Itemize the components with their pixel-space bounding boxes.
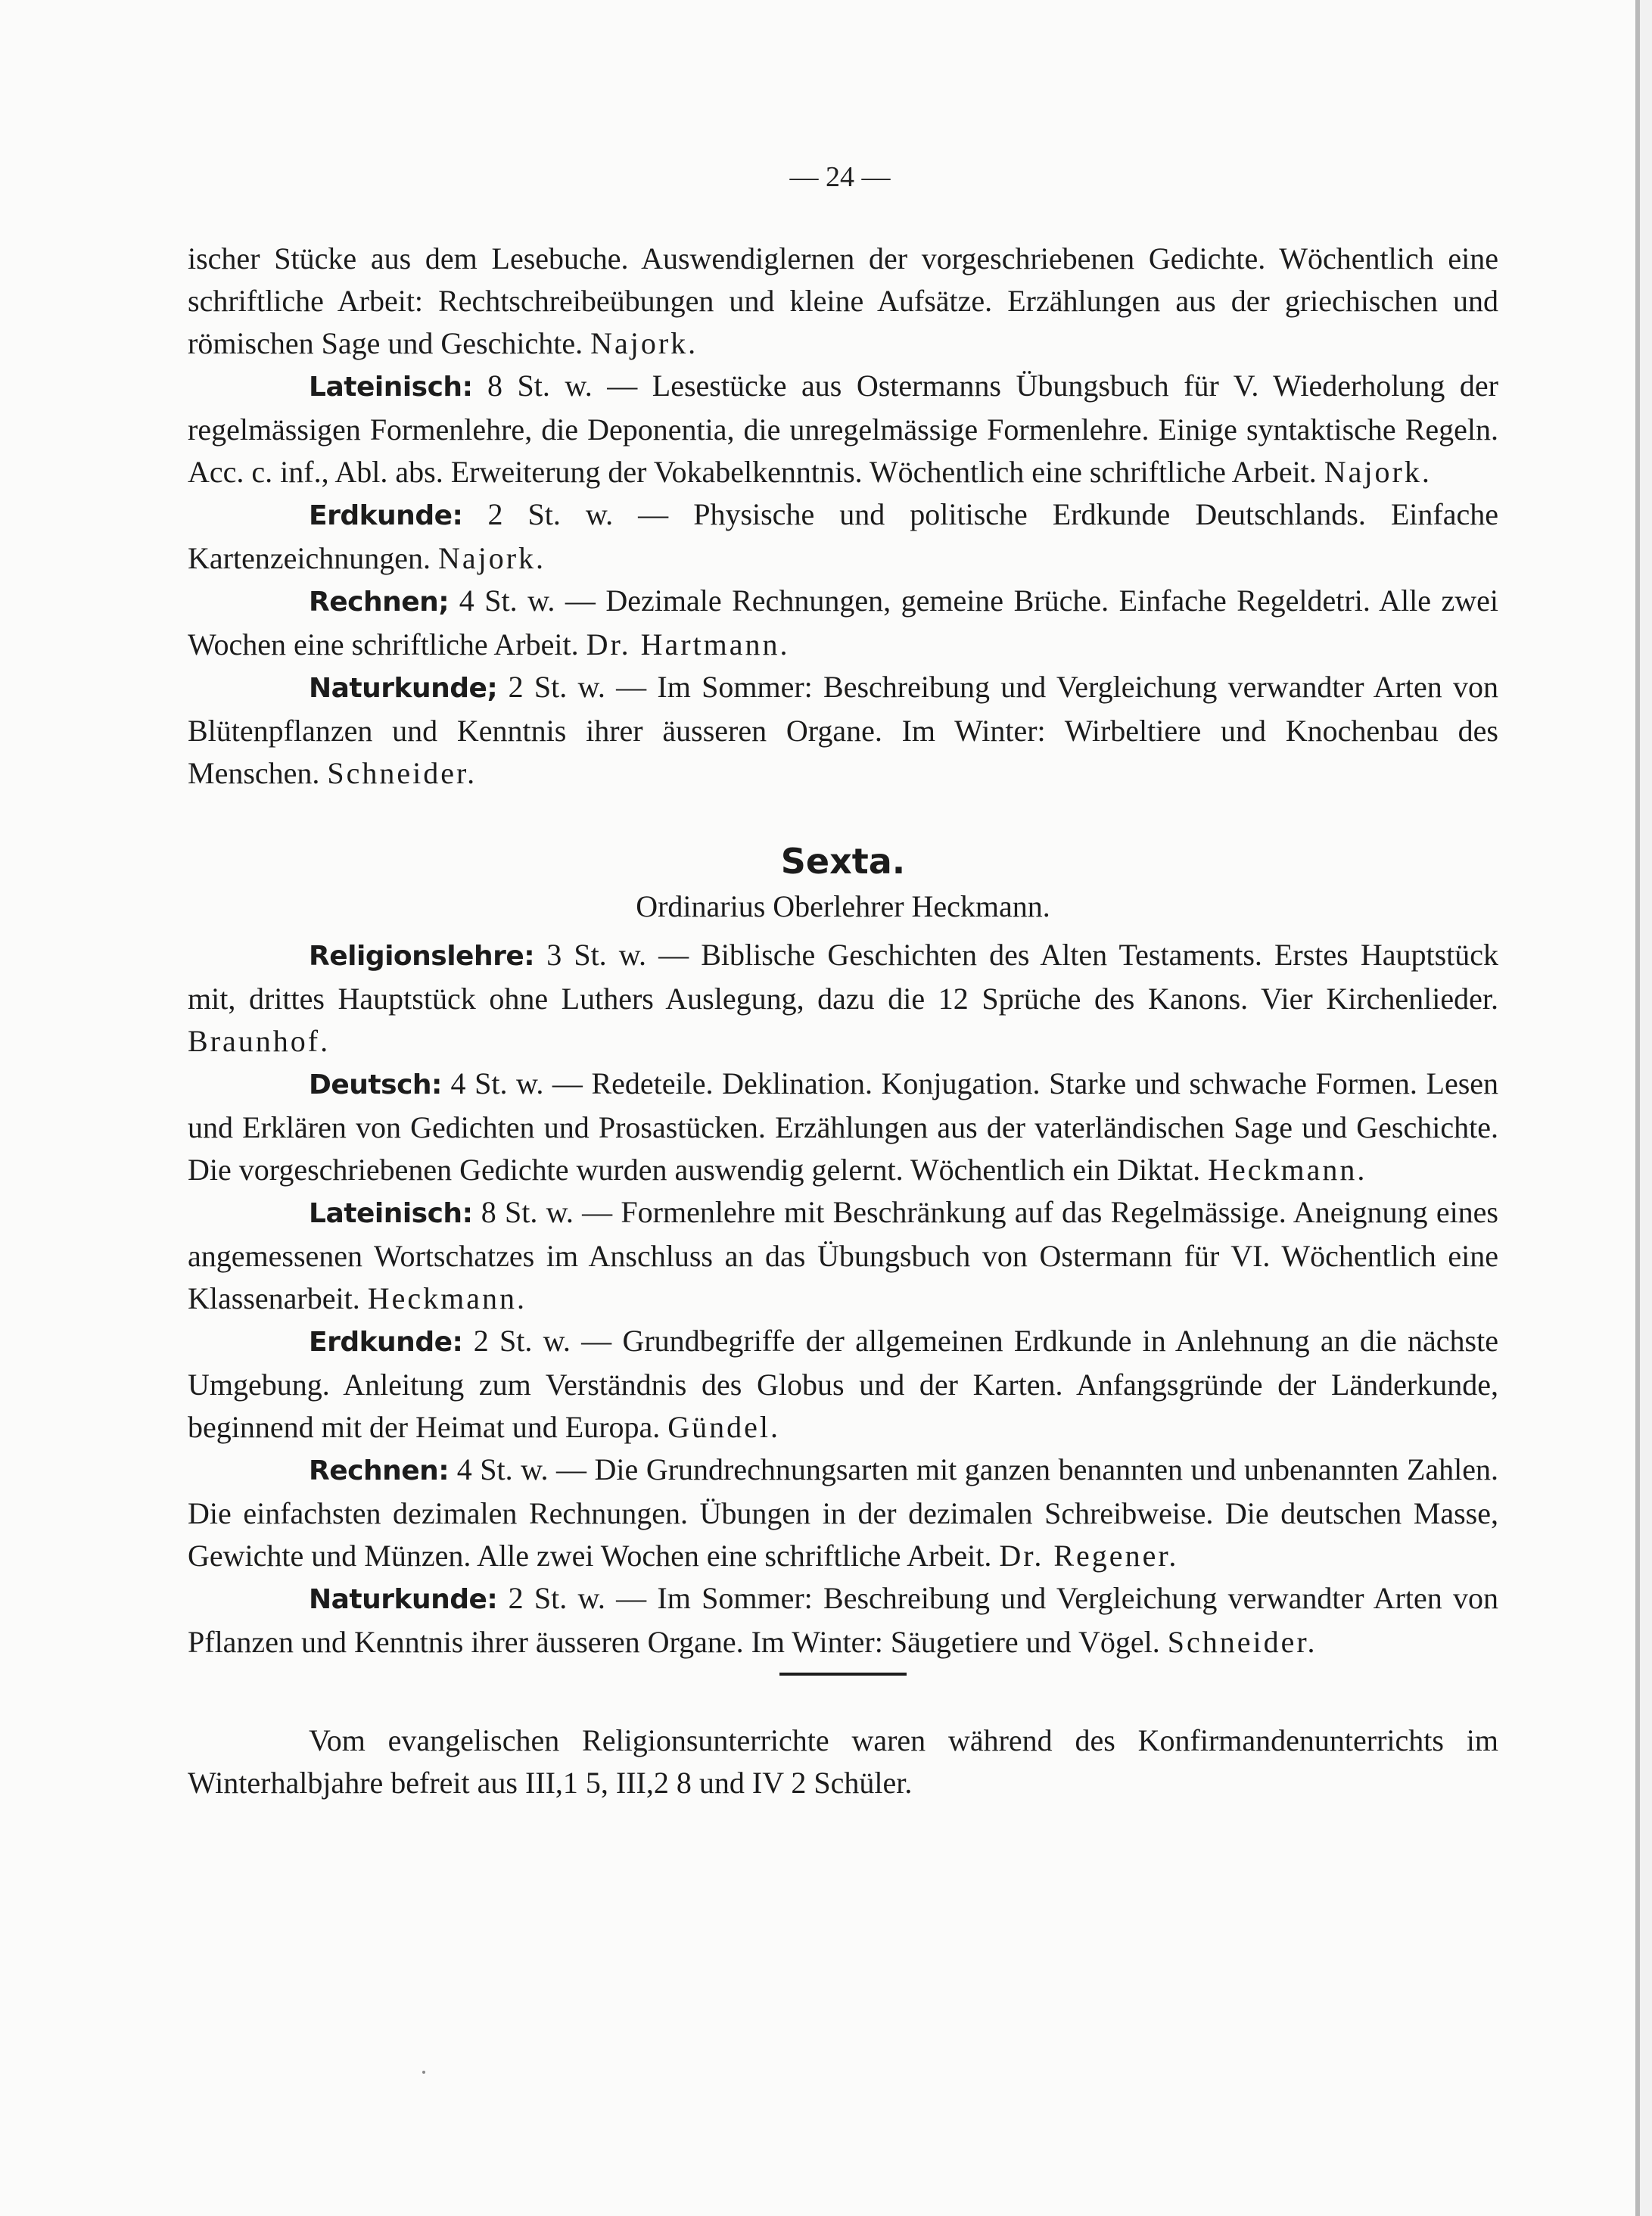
paragraph-text: ischer Stücke aus dem Lesebuche. Auswendiglernen der vorgeschriebenen Gedichte. Wöchentlich eine schriftliche Arbeit: Rechtschreibeübungen und kleine Aufsätze. Erzählungen aus der griechischen und römischen Sage und Geschichte. (188, 241, 1498, 360)
paragraph-lateinisch (188, 1191, 1498, 1320)
teacher-name: Gündel. (667, 1410, 781, 1444)
page-edge (1640, 0, 1652, 2216)
section-title: Sexta. (780, 841, 906, 882)
paragraph-religionslehre (188, 934, 1498, 1063)
paragraph-text: 4 St. w. — Dezimale Rechnungen, gemeine Brüche. Einfache Regeldetri. Alle zwei Wochen eine schriftliche Arbeit. (188, 584, 1499, 661)
paragraph-footer-note (188, 1720, 1498, 1804)
section-divider (779, 1673, 907, 1676)
paragraph-text: 2 St. w. — Im Sommer: Beschreibung und Vergleichung verwandter Arten von Blütenpflanzen und Kenntnis ihrer äusseren Organe. Im Winter: Wirbeltiere und Knochenbau des Menschen. (188, 670, 1498, 790)
subject-heading: Religionslehre: (309, 941, 535, 972)
body-text (188, 238, 1498, 1804)
paragraph-text: 3 St. w. — Biblische Geschichten des Alten Testaments. Erstes Hauptstück mit, drittes Hauptstück ohne Luthers Auslegung, dazu die 12 Sprüche des Kanons. Vier Kirchenlieder. (188, 938, 1499, 1016)
paragraph-text: 8 St. w. — Lesestücke aus Ostermanns Übungsbuch für V. Wiederholung der regelmässigen Formenlehre, die Deponentia, die unregelmässige Formenlehre. Einige syntaktische Regeln. Acc. c. inf., Abl. abs. Erweiterung der Vokabelkenntnis. Wöchentlich eine schriftliche Arbeit. (188, 369, 1498, 489)
paragraph-text: Vom evangelischen Religionsunterrichte waren während des Konfirmandenunterrichts im Winterhalbjahre befreit aus III,1 5, III,2 8 und IV 2 Schüler. (188, 1723, 1498, 1800)
page-number: — 24 — (789, 161, 891, 193)
teacher-name: Najork. (590, 326, 698, 360)
subject-heading: Naturkunde; (309, 673, 498, 704)
paragraph-lateinisch-quinta (188, 365, 1498, 493)
teacher-name: Schneider. (1167, 1625, 1318, 1659)
subject-heading: Erdkunde: (309, 500, 463, 531)
subject-heading: Rechnen: (309, 1455, 450, 1486)
teacher-name: Najork. (437, 541, 546, 575)
paragraph-text: 4 St. w. — Die Grundrechnungsarten mit ganzen benannten und unbenannten Zahlen. Die einfachsten dezimalen Rechnungen. Übungen in der dezimalen Schreibweise. Die deutschen Masse, Gewichte und Münzen. Alle zwei Wochen eine schriftliche Arbeit. (188, 1452, 1499, 1573)
paragraph-naturkunde-quinta (188, 666, 1498, 795)
paragraph-text: 2 St. w. — Im Sommer: Beschreibung und Vergleichung verwandter Arten von Pflanzen und Kenntnis ihrer äusseren Organe. Im Winter: Säugetiere und Vögel. (188, 1581, 1498, 1659)
subject-heading: Rechnen; (309, 587, 450, 618)
paragraph-deutsch (188, 1063, 1498, 1191)
paragraph-naturkunde (188, 1577, 1498, 1664)
subject-heading: Naturkunde: (309, 1584, 498, 1615)
teacher-name: Heckmann. (367, 1281, 527, 1315)
scan-speck (422, 2071, 425, 2074)
section-ordinarius: Ordinarius Oberlehrer Heckmann. (636, 889, 1050, 923)
subject-heading: Lateinisch: (309, 372, 473, 403)
teacher-name: Schneider. (327, 756, 478, 790)
teacher-name: Heckmann. (1208, 1153, 1367, 1187)
paragraph-text: 2 St. w. — Physische und politische Erdkunde Deutschlands. Einfache Kartenzeichnungen. (188, 497, 1498, 575)
teacher-name: Dr. Regener. (999, 1539, 1179, 1573)
teacher-name: Braunhof. (188, 1024, 331, 1058)
subject-heading: Lateinisch: (309, 1198, 473, 1229)
subject-heading: Deutsch: (309, 1069, 442, 1100)
paragraph-text: 8 St. w. — Formenlehre mit Beschränkung auf das Regelmässige. Aneignung eines angemessenen Wortschatzes im Anschluss an das Übungsbuch von Ostermann für VI. Wöchentlich eine Klassenarbeit. (188, 1195, 1499, 1315)
paragraph-text: 4 St. w. — Redeteile. Deklination. Konjugation. Starke und schwache Formen. Lesen und Erklären von Gedichten und Prosastücken. Erzählungen aus der vaterländischen Sage und Geschichte. Die vorgeschriebenen Gedichte wurden auswendig gelernt. Wöchentlich ein Diktat. (188, 1066, 1499, 1187)
paragraph-rechnen (188, 1449, 1498, 1577)
paragraph-erdkunde (188, 1320, 1498, 1449)
paragraph-erdkunde-quinta (188, 493, 1498, 580)
paragraph-deutsch-continued (188, 238, 1498, 365)
teacher-name: Dr. Hartmann. (586, 627, 790, 661)
subject-heading: Erdkunde: (309, 1327, 463, 1358)
paragraph-rechnen-quinta (188, 580, 1498, 666)
paragraph-text: 2 St. w. — Grundbegriffe der allgemeinen Erdkunde in Anlehnung an die nächste Umgebung. Anleitung zum Verständnis des Globus und der Karten. Anfangsgründe der Länderkunde, beginnend mit der Heimat und Europa. (188, 1324, 1498, 1444)
teacher-name: Najork. (1324, 455, 1432, 489)
